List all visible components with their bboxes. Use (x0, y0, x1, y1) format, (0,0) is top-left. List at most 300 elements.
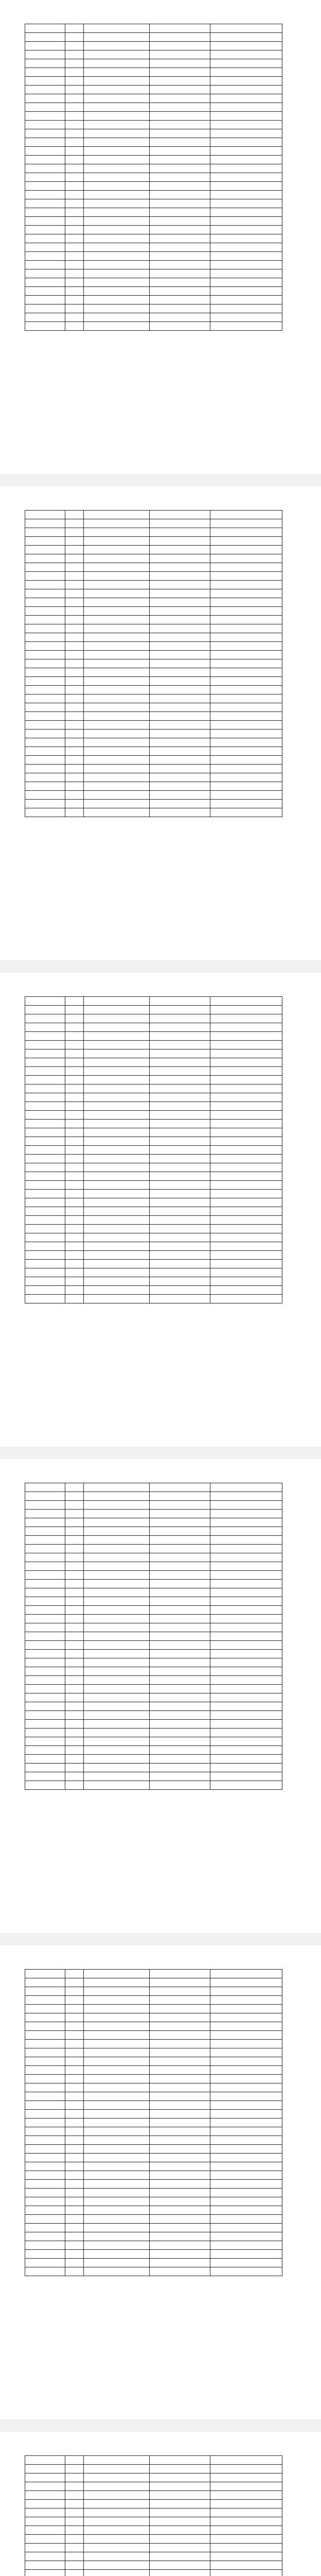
cell-gender (65, 304, 84, 313)
cell-remarks (210, 77, 282, 86)
cell-major (150, 1120, 210, 1128)
table-row (25, 1720, 282, 1728)
table-row (25, 572, 282, 581)
cell-name (25, 1728, 65, 1737)
cell-remarks (210, 2127, 282, 2136)
cell-remarks (210, 59, 282, 68)
cell-major (150, 1163, 210, 1172)
table-row (25, 546, 282, 554)
cell-remarks (210, 1978, 282, 1987)
cell-major (150, 304, 210, 313)
cell-gender (65, 156, 84, 164)
cell-id-number (84, 1084, 150, 1093)
cell-gender (65, 112, 84, 121)
cell-gender (65, 800, 84, 808)
cell-major (150, 677, 210, 686)
cell-major (150, 1536, 210, 1545)
table-row (25, 147, 282, 156)
cell-name (25, 1702, 65, 1711)
cell-name (25, 1571, 65, 1580)
cell-gender (65, 1032, 84, 1041)
cell-major (150, 2267, 210, 2276)
table-row (25, 2180, 282, 2189)
cell-gender (65, 1978, 84, 1987)
cell-id-number (84, 1120, 150, 1128)
cell-remarks (210, 1510, 282, 1518)
table-row (25, 2491, 282, 2500)
cell-major (150, 2145, 210, 2154)
cell-gender (65, 1128, 84, 1137)
cell-major (150, 1641, 210, 1650)
cell-name (25, 304, 65, 313)
cell-id-number (84, 1286, 150, 1295)
roster-table (25, 510, 282, 817)
table-row (25, 598, 282, 607)
cell-gender (65, 1545, 84, 1553)
cell-gender (65, 738, 84, 747)
cell-remarks (210, 1155, 282, 1163)
cell-major (150, 2259, 210, 2267)
cell-name (25, 2145, 65, 2154)
table-header-row (25, 2456, 282, 2465)
cell-gender (65, 1527, 84, 1536)
cell-major (150, 1225, 210, 1233)
cell-remarks (210, 791, 282, 800)
table-row (25, 721, 282, 730)
cell-gender (65, 1737, 84, 1746)
page-separator (0, 960, 321, 973)
cell-id-number (84, 2075, 150, 2083)
cell-name (25, 1553, 65, 1562)
cell-id-number (84, 800, 150, 808)
cell-remarks (210, 581, 282, 589)
cell-gender (65, 2101, 84, 2110)
cell-name (25, 1093, 65, 1102)
cell-name (25, 94, 65, 103)
cell-name (25, 1632, 65, 1641)
cell-id-number (84, 2544, 150, 2552)
cell-gender (65, 138, 84, 147)
cell-gender (65, 1093, 84, 1102)
cell-name (25, 686, 65, 694)
cell-remarks (210, 2092, 282, 2101)
cell-remarks (210, 1163, 282, 1172)
cell-remarks (210, 2040, 282, 2048)
cell-gender (65, 765, 84, 773)
cell-name (25, 77, 65, 86)
table-row (25, 2526, 282, 2535)
cell-id-number (84, 1588, 150, 1597)
cell-major (150, 1190, 210, 1198)
table-row (25, 808, 282, 817)
cell-id-number (84, 2040, 150, 2048)
cell-remarks (210, 208, 282, 217)
cell-major (150, 2092, 210, 2101)
cell-remarks (210, 1501, 282, 1510)
cell-id-number (84, 598, 150, 607)
cell-gender (65, 1641, 84, 1650)
cell-id-number (84, 1536, 150, 1545)
cell-remarks (210, 1172, 282, 1181)
cell-gender (65, 1632, 84, 1641)
cell-name (25, 1032, 65, 1041)
cell-name (25, 747, 65, 756)
column-header-remarks (210, 2456, 282, 2465)
table-row (25, 1562, 282, 1571)
cell-name (25, 2022, 65, 2031)
table-row (25, 756, 282, 765)
cell-id-number (84, 2101, 150, 2110)
cell-id-number (84, 147, 150, 156)
table-row (25, 59, 282, 68)
cell-remarks (210, 2101, 282, 2110)
cell-major (150, 226, 210, 234)
cell-gender (65, 2005, 84, 2013)
cell-major (150, 68, 210, 77)
cell-name (25, 1518, 65, 1527)
cell-major (150, 278, 210, 287)
cell-name (25, 1163, 65, 1172)
cell-remarks (210, 572, 282, 581)
cell-gender (65, 2083, 84, 2092)
table-row (25, 2517, 282, 2526)
cell-id-number (84, 1163, 150, 1172)
cell-remarks (210, 1571, 282, 1580)
cell-id-number (84, 1527, 150, 1536)
cell-major (150, 243, 210, 252)
cell-id-number (84, 2162, 150, 2171)
cell-remarks (210, 765, 282, 773)
cell-gender (65, 808, 84, 817)
cell-id-number (84, 703, 150, 712)
cell-gender (65, 2570, 84, 2576)
cell-gender (65, 86, 84, 94)
cell-gender (65, 1571, 84, 1580)
cell-id-number (84, 1676, 150, 1685)
table-row (25, 2075, 282, 2083)
table-row (25, 42, 282, 50)
table-row (25, 1978, 282, 1987)
cell-remarks (210, 50, 282, 59)
cell-major (150, 1501, 210, 1510)
cell-major (150, 773, 210, 782)
cell-id-number (84, 1277, 150, 1286)
table-row (25, 1242, 282, 1251)
cell-gender (65, 2535, 84, 2544)
table-row (25, 33, 282, 42)
table-row (25, 1772, 282, 1781)
cell-name (25, 765, 65, 773)
cell-remarks (210, 668, 282, 677)
cell-gender (65, 226, 84, 234)
cell-gender (65, 1268, 84, 1277)
cell-remarks (210, 1737, 282, 1746)
column-header-id-number (84, 2456, 150, 2465)
cell-gender (65, 2057, 84, 2066)
cell-remarks (210, 1746, 282, 1755)
table-row (25, 1295, 282, 1303)
cell-name (25, 1049, 65, 1058)
cell-major (150, 1580, 210, 1588)
cell-name (25, 607, 65, 616)
cell-id-number (84, 68, 150, 77)
table-row (25, 773, 282, 782)
cell-remarks (210, 1588, 282, 1597)
cell-major (150, 1553, 210, 1562)
cell-name (25, 703, 65, 712)
table-row (25, 1014, 282, 1023)
cell-remarks (210, 2267, 282, 2276)
cell-major (150, 1764, 210, 1772)
table-row (25, 1711, 282, 1720)
cell-name (25, 1492, 65, 1501)
cell-gender (65, 287, 84, 296)
cell-name (25, 129, 65, 138)
cell-id-number (84, 59, 150, 68)
cell-remarks (210, 2491, 282, 2500)
cell-id-number (84, 182, 150, 191)
cell-id-number (84, 2154, 150, 2162)
cell-remarks (210, 1198, 282, 1207)
table-row (25, 730, 282, 738)
cell-gender (65, 1277, 84, 1286)
cell-major (150, 712, 210, 721)
cell-gender (65, 1242, 84, 1251)
table-row (25, 77, 282, 86)
table-row (25, 2022, 282, 2031)
cell-id-number (84, 747, 150, 756)
cell-remarks (210, 1251, 282, 1260)
cell-major (150, 208, 210, 217)
table-row (25, 1163, 282, 1172)
cell-gender (65, 1685, 84, 1693)
cell-major (150, 2482, 210, 2491)
cell-major (150, 598, 210, 607)
table-row (25, 677, 282, 686)
cell-gender (65, 322, 84, 331)
cell-major (150, 765, 210, 773)
cell-major (150, 633, 210, 642)
table-row (25, 1641, 282, 1650)
cell-gender (65, 730, 84, 738)
cell-major (150, 1207, 210, 1216)
cell-id-number (84, 208, 150, 217)
cell-name (25, 2083, 65, 2092)
cell-gender (65, 1510, 84, 1518)
cell-gender (65, 2465, 84, 2473)
table-row (25, 2570, 282, 2576)
cell-name (25, 721, 65, 730)
cell-name (25, 1242, 65, 1251)
table-row (25, 2110, 282, 2119)
cell-name (25, 1251, 65, 1260)
cell-gender (65, 1084, 84, 1093)
table-row (25, 1685, 282, 1693)
table-row (25, 642, 282, 651)
cell-id-number (84, 572, 150, 581)
cell-major (150, 2162, 210, 2171)
cell-remarks (210, 633, 282, 642)
table-header-row (25, 1483, 282, 1492)
cell-id-number (84, 234, 150, 243)
cell-gender (65, 2154, 84, 2162)
cell-major (150, 791, 210, 800)
cell-id-number (84, 773, 150, 782)
table-row (25, 1067, 282, 1076)
column-header-id-number (84, 1483, 150, 1492)
cell-remarks (210, 2189, 282, 2197)
cell-remarks (210, 528, 282, 537)
cell-id-number (84, 2031, 150, 2040)
table-row (25, 1676, 282, 1685)
cell-major (150, 2119, 210, 2127)
cell-remarks (210, 296, 282, 304)
cell-remarks (210, 1527, 282, 1536)
cell-id-number (84, 1755, 150, 1764)
table-row (25, 537, 282, 546)
table-row (25, 1501, 282, 1510)
cell-remarks (210, 1987, 282, 1996)
table-row (25, 519, 282, 528)
cell-id-number (84, 261, 150, 269)
cell-gender (65, 1676, 84, 1685)
cell-gender (65, 2075, 84, 2083)
cell-remarks (210, 1720, 282, 1728)
cell-name (25, 1041, 65, 1049)
cell-major (150, 2040, 210, 2048)
cell-gender (65, 1216, 84, 1225)
cell-id-number (84, 1711, 150, 1720)
cell-id-number (84, 1764, 150, 1772)
cell-major (150, 1702, 210, 1711)
cell-gender (65, 129, 84, 138)
cell-remarks (210, 2154, 282, 2162)
cell-id-number (84, 2215, 150, 2224)
cell-gender (65, 1181, 84, 1190)
cell-gender (65, 1163, 84, 1172)
table-row (25, 2136, 282, 2145)
table-row (25, 624, 282, 633)
cell-name (25, 322, 65, 331)
cell-major (150, 1041, 210, 1049)
table-row (25, 182, 282, 191)
cell-name (25, 2267, 65, 2276)
cell-id-number (84, 2048, 150, 2057)
cell-name (25, 269, 65, 278)
cell-major (150, 1737, 210, 1746)
cell-name (25, 782, 65, 791)
table-row (25, 694, 282, 703)
cell-remarks (210, 199, 282, 208)
cell-gender (65, 1023, 84, 1032)
table-row (25, 589, 282, 598)
cell-name (25, 50, 65, 59)
cell-major (150, 1588, 210, 1597)
cell-id-number (84, 2517, 150, 2526)
cell-major (150, 2215, 210, 2224)
cell-major (150, 1076, 210, 1084)
table-row (25, 1146, 282, 1155)
table-row (25, 1155, 282, 1163)
cell-name (25, 2197, 65, 2206)
cell-name (25, 2491, 65, 2500)
cell-major (150, 2473, 210, 2482)
cell-remarks (210, 2473, 282, 2482)
cell-major (150, 624, 210, 633)
cell-id-number (84, 77, 150, 86)
cell-id-number (84, 1632, 150, 1641)
cell-remarks (210, 616, 282, 624)
table-row (25, 2482, 282, 2491)
cell-name (25, 1286, 65, 1295)
cell-id-number (84, 1207, 150, 1216)
cell-major (150, 2083, 210, 2092)
cell-gender (65, 2552, 84, 2561)
cell-gender (65, 528, 84, 537)
cell-gender (65, 1597, 84, 1606)
table-row (25, 1093, 282, 1102)
roster-table (25, 1483, 282, 1790)
cell-name (25, 1996, 65, 2005)
cell-name (25, 208, 65, 217)
table-row (25, 1746, 282, 1755)
table-row (25, 322, 282, 331)
table-row (25, 2189, 282, 2197)
cell-gender (65, 234, 84, 243)
cell-gender (65, 1755, 84, 1764)
cell-name (25, 243, 65, 252)
cell-major (150, 50, 210, 59)
cell-name (25, 730, 65, 738)
cell-remarks (210, 2206, 282, 2215)
cell-name (25, 2154, 65, 2162)
cell-id-number (84, 313, 150, 322)
cell-id-number (84, 304, 150, 313)
cell-id-number (84, 2083, 150, 2092)
cell-remarks (210, 686, 282, 694)
cell-major (150, 42, 210, 50)
cell-id-number (84, 2259, 150, 2267)
column-header-name (25, 997, 65, 1006)
table-row (25, 129, 282, 138)
cell-major (150, 668, 210, 677)
cell-id-number (84, 2250, 150, 2259)
cell-gender (65, 1606, 84, 1615)
cell-id-number (84, 1216, 150, 1225)
table-row (25, 217, 282, 226)
cell-major (150, 2048, 210, 2057)
cell-id-number (84, 2491, 150, 2500)
cell-major (150, 269, 210, 278)
cell-id-number (84, 2066, 150, 2075)
cell-remarks (210, 2482, 282, 2491)
cell-remarks (210, 1728, 282, 1737)
table-row (25, 2500, 282, 2509)
cell-name (25, 121, 65, 129)
cell-major (150, 2101, 210, 2110)
table-row (25, 1658, 282, 1667)
cell-gender (65, 1650, 84, 1658)
cell-remarks (210, 800, 282, 808)
cell-id-number (84, 1658, 150, 1667)
cell-gender (65, 1102, 84, 1111)
cell-name (25, 191, 65, 199)
cell-name (25, 2250, 65, 2259)
cell-remarks (210, 304, 282, 313)
cell-gender (65, 2526, 84, 2535)
cell-id-number (84, 86, 150, 94)
cell-gender (65, 791, 84, 800)
